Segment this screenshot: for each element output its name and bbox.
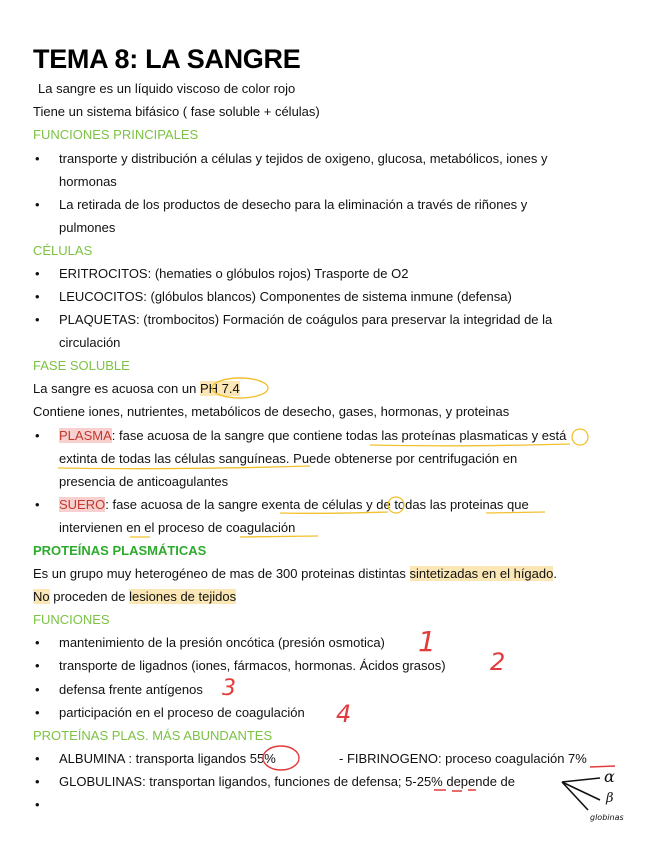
- suero-line-1: SUERO: fase acuosa de la sangre exenta de células y de todas las proteinas que: [59, 497, 529, 512]
- celula-leucocitos: LEUCOCITOS: (glóbulos blancos) Componentes de sistema inmune (defensa): [59, 289, 512, 304]
- alpha-symbol: α: [604, 767, 615, 786]
- funcion-1-line-1: transporte y distribución a células y tejidos de oxigeno, glucosa, metabólicos, iones y: [59, 151, 548, 166]
- y-circle: [572, 429, 588, 445]
- handwritten-number-3: 3: [222, 676, 236, 701]
- bullet-empty: •: [35, 797, 40, 812]
- suero-underline-2: [486, 512, 545, 513]
- proteinas-line-1: Es un grupo muy heterogéneo de mas de 300 proteinas distintas sintetizadas en el hígado.: [33, 566, 557, 581]
- celula-plaquetas-line-1: PLAQUETAS: (trombocitos) Formación de coágulos para preservar la integridad de la: [59, 312, 553, 327]
- plasma-underline-2: [58, 466, 310, 469]
- bullet: •: [35, 197, 40, 212]
- bullet: •: [35, 312, 40, 327]
- ph-circle: [212, 378, 268, 398]
- globinas-arrow: [562, 778, 600, 810]
- plasma-underline-1: [370, 444, 570, 446]
- globulinas-line: GLOBULINAS: transportan ligandos, funciones de defensa; 5-25% depende de: [59, 774, 516, 789]
- albumina-line: ALBUMINA : transporta ligandos 55%: [59, 751, 276, 766]
- handwritten-number-1: 1: [418, 625, 436, 658]
- funcion-item-1: mantenimiento de la presión oncótica (presión osmotica): [59, 635, 385, 650]
- plasma-line-2: extinta de todas las células sanguíneas. Puede obtenerse por centrifugación en: [59, 451, 518, 466]
- suero-underline-1: [280, 512, 388, 513]
- suero-underline-4: [240, 536, 318, 537]
- handwritten-number-4: 4: [336, 700, 352, 728]
- ph-highlight: PH 7.4: [199, 381, 240, 396]
- suero-line-2: intervienen en el proceso de coagulación: [59, 520, 296, 535]
- heading-funciones: FUNCIONES: [33, 612, 110, 627]
- lesiones-highlight: lesiones de tejidos: [129, 589, 237, 604]
- fibrinogeno-line: - FIBRINOGENO: proceso coagulación 7%: [339, 751, 587, 766]
- bullet: •: [35, 266, 40, 281]
- bullet: •: [35, 289, 40, 304]
- bullet: •: [35, 635, 40, 650]
- celula-eritrocitos: ERITROCITOS: (hematies o glóbulos rojos) Trasporte de O2: [59, 266, 409, 281]
- celula-plaquetas-line-2: circulación: [59, 335, 121, 350]
- bullet: •: [35, 497, 40, 512]
- intro-line-2: Tiene un sistema bifásico ( fase soluble + células): [33, 104, 320, 119]
- heading-celulas: CÉLULAS: [33, 243, 93, 258]
- higado-highlight: sintetizadas en el hígado: [409, 566, 554, 581]
- intro-line-1: La sangre es un líquido viscoso de color rojo: [38, 81, 296, 96]
- globinas-text: globinas: [590, 813, 624, 822]
- bullet: •: [35, 428, 40, 443]
- fase-soluble-line-2: Contiene iones, nutrientes, metabólicos de desecho, gases, hormonas, y proteinas: [33, 404, 510, 419]
- percent-55-circle: [263, 746, 299, 770]
- proteinas-line-2: No proceden de lesiones de tejidos: [33, 589, 237, 604]
- no-highlight: No: [33, 589, 50, 604]
- bullet: •: [35, 682, 40, 697]
- funcion-item-2: transporte de ligadnos (iones, fármacos, hormonas. Ácidos grasos): [59, 658, 446, 673]
- y-circle-2: [388, 497, 404, 513]
- bullet: •: [35, 705, 40, 720]
- heading-fase-soluble: FASE SOLUBLE: [33, 358, 130, 373]
- plasma-line-1: PLASMA: fase acuosa de la sangre que contiene todas las proteínas plasmaticas y está: [59, 428, 567, 443]
- funcion-item-3: defensa frente antígenos: [59, 682, 203, 697]
- funcion-item-4: participación en el proceso de coagulación: [59, 705, 305, 720]
- fase-soluble-line-1: La sangre es acuosa con un PH 7.4: [33, 381, 240, 396]
- percent-range-dashes: [434, 790, 476, 791]
- beta-symbol: β: [606, 791, 614, 806]
- heading-proteinas-plasmaticas: PROTEÍNAS PLASMÁTICAS: [33, 543, 207, 558]
- suero-term: SUERO: [59, 497, 106, 512]
- bullet: •: [35, 151, 40, 166]
- heading-mas-abundantes: PROTEÍNAS PLAS. MÁS ABUNDANTES: [33, 728, 273, 743]
- bullet: •: [35, 774, 40, 789]
- page-title: TEMA 8: LA SANGRE: [33, 44, 301, 74]
- plasma-line-3: presencia de anticoagulantes: [59, 474, 229, 489]
- heading-funciones-principales: FUNCIONES PRINCIPALES: [33, 127, 199, 142]
- funcion-1-line-2: hormonas: [59, 174, 117, 189]
- funcion-2-line-2: pulmones: [59, 220, 116, 235]
- bullet: •: [35, 751, 40, 766]
- bullet: •: [35, 658, 40, 673]
- handwritten-number-2: 2: [490, 648, 506, 676]
- funcion-2-line-1: La retirada de los productos de desecho para la eliminación a través de riñones y: [59, 197, 528, 212]
- plasma-term: PLASMA: [59, 428, 112, 443]
